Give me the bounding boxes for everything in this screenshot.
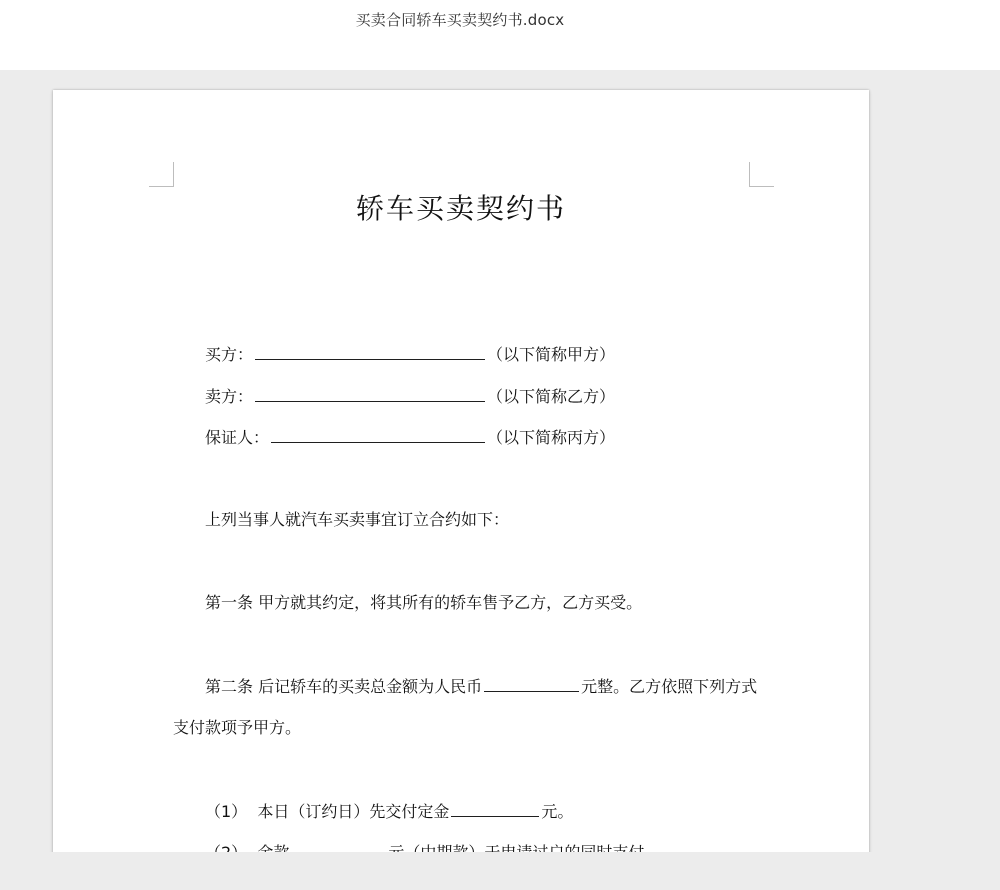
article-2-continuation: 支付款项予甲方。 — [173, 718, 302, 737]
document-page — [53, 90, 869, 880]
payment-item-1-number: （1） — [205, 802, 248, 821]
party-seller — [205, 385, 615, 408]
file-title: 买卖合同轿车买卖契约书.docx — [355, 11, 565, 29]
article-2-text-after: 元整。乙方依照下列方式 — [581, 677, 758, 696]
party-guarantor-suffix: （以下简称丙方） — [487, 428, 616, 447]
payment-item-1-text-before: 本日（订约日）先交付定金 — [257, 802, 450, 821]
article-2 — [205, 675, 757, 698]
bottom-bar — [0, 852, 1000, 890]
article-2-text-before: 第二条 后记轿车的买卖总金额为人民币 — [205, 677, 483, 696]
payment-item-1-text-after: 元。 — [541, 802, 574, 821]
margin-corner-top-left — [149, 162, 174, 187]
party-guarantor-blank — [271, 426, 485, 443]
party-buyer-blank — [255, 343, 485, 360]
party-seller-blank — [255, 385, 485, 402]
party-seller-label: 卖方： — [205, 387, 254, 406]
payment-item-1 — [205, 800, 573, 823]
party-seller-suffix: （以下简称乙方） — [487, 387, 616, 406]
party-guarantor-label: 保证人： — [205, 428, 270, 447]
party-buyer-suffix: （以下简称甲方） — [487, 345, 616, 364]
intro-paragraph: 上列当事人就汽车买卖事宜订立合约如下： — [205, 510, 510, 529]
party-guarantor — [205, 426, 615, 449]
party-buyer — [205, 343, 615, 366]
title-bar — [0, 0, 1000, 70]
margin-corner-top-right — [749, 162, 774, 187]
document-title: 轿车买卖契约书 — [355, 192, 566, 225]
document-viewer[interactable] — [0, 70, 1000, 852]
payment-item-1-blank — [451, 800, 539, 817]
party-buyer-label: 买方： — [205, 345, 254, 364]
article-2-amount-blank — [484, 675, 579, 692]
article-1: 第一条 甲方就其约定，将其所有的轿车售予乙方，乙方买受。 — [205, 593, 643, 612]
